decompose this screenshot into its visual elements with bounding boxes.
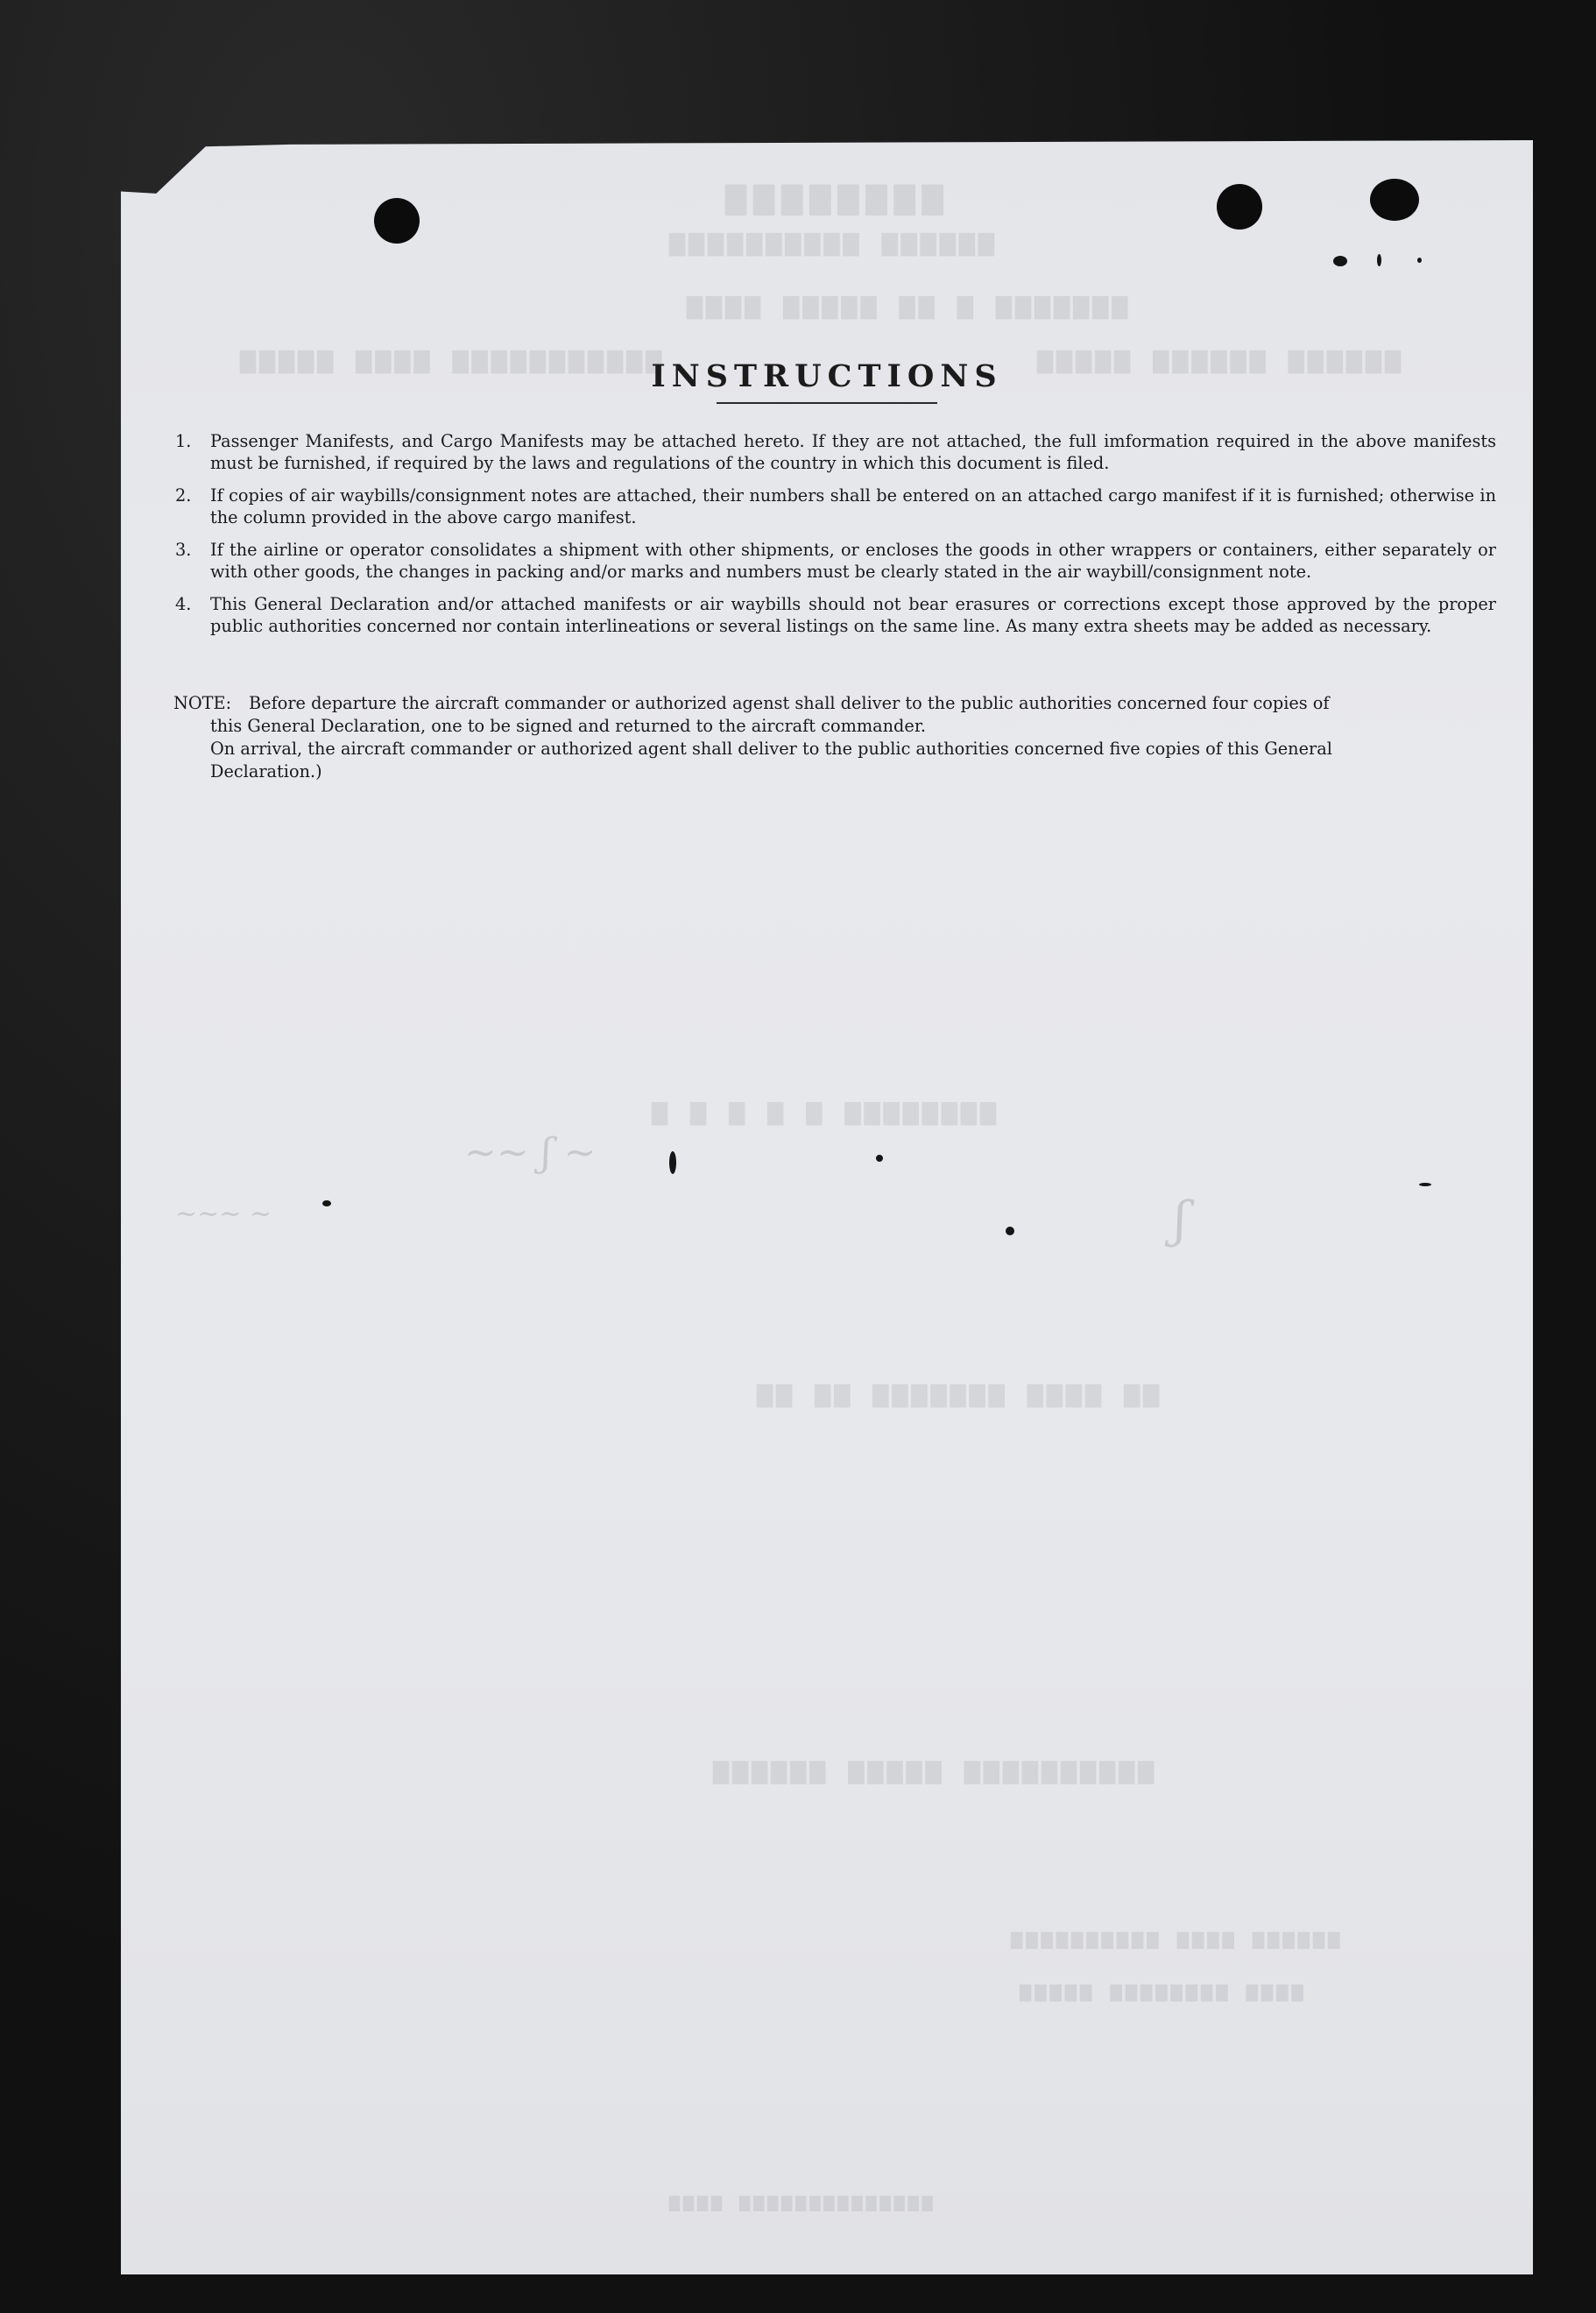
bleed-through-texture: ▆▆▆▆▆▆▆ ▆ ▆▆ ▆▆▆▆▆ ▆▆▆▆ [683, 289, 1128, 320]
bleed-through-texture: ▆▆▆▆▆▆▆▆ ▆ ▆ ▆ ▆ ▆ [648, 1095, 997, 1126]
bleed-through-signature: ʃ [1174, 1192, 1188, 1248]
bleed-through-texture: ▆▆▆▆ ▆▆▆▆▆▆▆▆ ▆▆▆▆▆ [1016, 1980, 1303, 2002]
instruction-text: Passenger Manifests, and Cargo Manifests may be attached hereto. If they are not attached, the full imformation required in the above manifests must be furnished, if required by the laws and regulations of the country in which this document is filed. [210, 431, 1496, 473]
ink-speck [669, 1151, 676, 1174]
note-block [173, 692, 1496, 782]
instruction-number: 2. [175, 485, 192, 506]
ink-speck [1006, 1227, 1014, 1235]
page-title: INSTRUCTIONS [651, 358, 1003, 395]
title-underline [717, 402, 937, 404]
bleed-through-texture: ▆▆ ▆▆▆▆ ▆▆▆▆▆▆▆ ▆▆ ▆▆ [753, 1377, 1160, 1408]
bleed-through-signature: ~~~ ~ [175, 1199, 272, 1229]
instruction-number: 4. [175, 594, 192, 614]
ink-speck [876, 1155, 883, 1162]
instruction-number: 1. [175, 431, 192, 451]
note-label: NOTE: [173, 693, 232, 713]
punch-hole [1217, 184, 1262, 230]
bleed-through-texture: ▆▆▆▆▆▆ ▆▆▆▆▆▆▆▆▆▆ [666, 226, 995, 257]
ink-speck [1417, 258, 1422, 263]
note-departure-line [173, 692, 1496, 715]
instruction-text: If copies of air waybills/consignment notes are attached, their numbers shall be entered on an attached cargo manifest if it is furnished; otherwise in the column provided in the above cargo manifest. [210, 485, 1496, 527]
punch-hole [1370, 179, 1419, 221]
ink-speck [1333, 256, 1347, 266]
ink-speck [1419, 1183, 1431, 1186]
bleed-through-signature: ~~ ʃ ~ [464, 1130, 597, 1175]
instruction-item [173, 594, 1496, 637]
punch-hole [374, 198, 420, 244]
bleed-through-texture: ▆▆▆▆▆▆▆▆▆▆▆▆▆▆ ▆▆▆▆ [666, 2190, 933, 2211]
instruction-text: If the airline or operator consolidates a shipment with other shipments, or encloses the goods in other wrappers or containers, either separately or with other goods, the changes in packing and/or marks and numbers must be clearly stated in the air waybill/consignment note. [210, 540, 1496, 582]
instruction-text: This General Declaration and/or attached manifests or air waybills should not bear erasures or corrections except those approved by the proper public authorities concerned nor contain interlineations or several listings on the same line. As many extra sheets may be added as necessary. [210, 594, 1496, 636]
ink-speck [322, 1200, 331, 1206]
instruction-item [173, 431, 1496, 474]
bleed-through-texture: ▆▆▆▆▆▆▆▆▆▆▆ ▆▆▆▆ ▆▆▆▆▆ [237, 343, 662, 374]
instructions-list [173, 431, 1496, 648]
instruction-item [173, 540, 1496, 583]
instruction-item [173, 485, 1496, 528]
instruction-number: 3. [175, 540, 192, 560]
note-departure-continuation: this General Declaration, one to be signed and returned to the aircraft commander. [210, 715, 927, 736]
ink-speck [1377, 254, 1381, 266]
note-arrival-continuation: Declaration.) [210, 760, 322, 782]
bleed-through-texture: ▆▆▆▆▆▆▆▆▆▆ ▆▆▆▆▆ ▆▆▆▆▆▆ [710, 1754, 1155, 1785]
note-arrival-text: On arrival, the aircraft commander or authorized agent shall deliver to the public authorities concerned five copies of this General [210, 739, 1332, 759]
bleed-through-texture: ▆▆▆▆▆▆ ▆▆▆▆▆▆ ▆▆▆▆▆ [1034, 343, 1402, 374]
note-departure-text: Before departure the aircraft commander or authorized agenst shall deliver to the public authorities concerned four copies of [249, 693, 1330, 713]
bleed-through-texture: ▆▆▆▆▆▆▆▆ [718, 175, 943, 216]
bleed-through-texture: ▆▆▆▆▆▆ ▆▆▆▆ ▆▆▆▆▆▆▆▆▆▆ [1007, 1928, 1340, 1949]
